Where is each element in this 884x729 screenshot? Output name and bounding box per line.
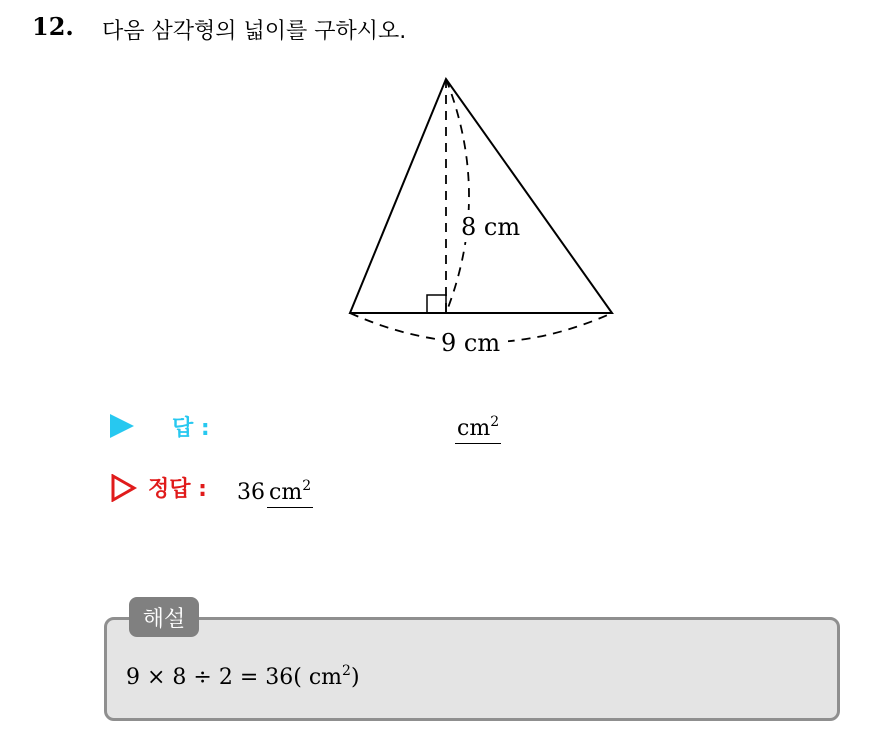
outline-play-icon <box>110 474 138 502</box>
height-label: 8 cm <box>461 213 521 241</box>
explanation-formula <box>126 657 360 692</box>
triangle <box>350 79 612 313</box>
correct-unit: cm <box>269 480 303 505</box>
formula-exp: 2 <box>342 663 351 679</box>
correct-unit-exp: 2 <box>302 478 312 494</box>
correct-label: 정답 : <box>148 477 207 502</box>
correct-answer <box>237 474 313 505</box>
explanation-tag: 해설 <box>129 597 199 637</box>
play-icon <box>110 414 134 438</box>
correct-value: 36 <box>237 480 265 505</box>
correct-unit-wrap <box>267 480 313 508</box>
formula-main: 9 × 8 ÷ 2 = 36( cm <box>126 665 343 690</box>
right-angle-mark <box>427 295 446 313</box>
answer-unit: cm <box>457 416 491 441</box>
answer-label: 답 : <box>172 416 210 441</box>
answer-unit-exp: 2 <box>490 414 500 430</box>
height-brace <box>446 79 469 313</box>
question-number: 12. <box>32 12 74 41</box>
formula-close: ) <box>350 665 360 690</box>
question-text: 다음 삼각형의 넓이를 구하시오. <box>102 19 407 44</box>
answer-marker <box>110 410 134 442</box>
base-label: 9 cm <box>441 329 501 357</box>
answer-blank[interactable] <box>455 410 501 444</box>
